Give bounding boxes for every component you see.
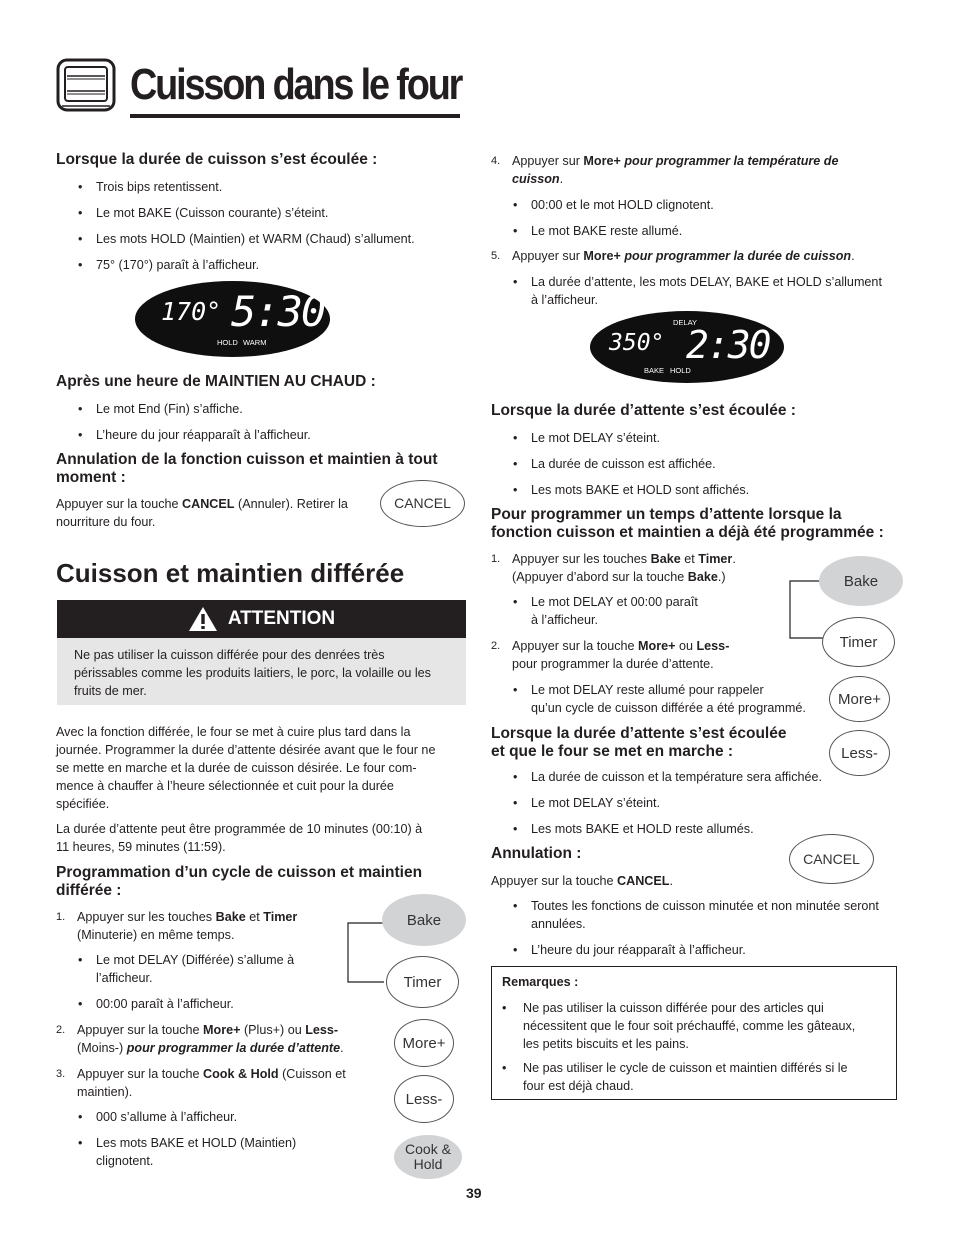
cancel-button[interactable]: CANCEL [380,480,465,527]
list-item: • Le mot DELAY reste allumé pour rappeler qu’un cycle de cuisson différée a été programmé. [513,681,806,717]
warning-icon [188,606,218,632]
display-indicator-bake: BAKE [644,366,665,375]
heading-line: Lorsque la durée d’attente s’est écoulée [491,725,787,742]
more-button[interactable]: More+ [394,1019,454,1067]
heading-line: différée : [56,882,122,899]
text-line: Appuyer sur les touches Bake et Timer [77,910,298,924]
text-line: (Minuterie) en même temps. [77,928,235,942]
heading-after-hold: Après une heure de MAINTIEN AU CHAUD : [56,373,376,390]
cancel-instructions: Appuyer sur la touche CANCEL. [491,874,673,888]
attention-box [57,600,466,705]
heading-program-wait [491,506,884,542]
list-item: • Les mots BAKE et HOLD reste allumés. [513,820,754,838]
heading-cook-time-elapsed: Lorsque la durée de cuisson s’est écoulée : [56,151,378,168]
text-line: se mette en marche et la durée de cuisson désirée. Le four com- [56,761,417,775]
list-item: • Le mot BAKE reste allumé. [513,222,682,240]
text-line: nourriture du four. [56,515,156,529]
timer-button[interactable]: Timer [386,956,459,1008]
text-line: Appuyer sur More+ pour programmer la température de [512,154,839,168]
cook-and-hold-button[interactable]: Cook & Hold [394,1135,462,1179]
bake-timer-connector [340,920,390,990]
list-item: • Toutes les fonctions de cuisson minutée et non minutée seront annulées. [513,897,879,933]
heading-line: et que le four se met en marche : [491,743,734,760]
section-title: Cuisson et maintien différée [56,558,405,588]
display-time: 5:30 [231,287,325,336]
heading-line: Annulation de la fonction cuisson et maintien à tout [56,451,438,468]
display-temperature: 350° [609,330,665,356]
text-line: Appuyer sur la touche More+ ou Less- [512,639,730,653]
text-line: cuisson. [512,172,564,186]
text-line: journée. Programmer la durée d’attente désirée avant que le four ne [56,743,436,757]
heading-cancel-anytime [56,451,437,487]
step-3: 3. Appuyer sur la touche Cook & Hold (Cuisson et maintien). [56,1067,346,1099]
display-indicator-delay: DELAY [673,318,698,327]
timer-button[interactable]: Timer [822,617,895,667]
attention-label: ATTENTION [227,608,336,629]
list-item: • Les mots BAKE et HOLD (Maintien) clignotent. [78,1134,296,1170]
heading-annulation: Annulation : [491,845,582,862]
list-item: • Les mots HOLD (Maintien) et WARM (Chaud) s’allument. [78,230,415,248]
list-item: • La durée de cuisson est affichée. [513,455,716,473]
text-line: Appuyer sur les touches Bake et Timer. [512,552,736,566]
list-item: • 00:00 et le mot HOLD clignotent. [513,196,714,214]
text-line: maintien). [77,1085,133,1099]
heading-line: moment : [56,469,126,486]
list-item: • Trois bips retentissent. [78,178,222,196]
text-line: Appuyer sur la touche Cook & Hold (Cuisson et [77,1067,346,1081]
text-line: (Moins-) pour programmer la durée d’attente. [77,1041,344,1055]
display-indicator-warm: WARM [243,338,267,347]
step-1: 1. Appuyer sur les touches Bake et Timer. (Appuyer d’abord sur la touche Bake.) [491,552,736,584]
step-5: 5. Appuyer sur More+ pour programmer la durée de cuisson. [491,249,855,263]
heading-line: Programmation d’un cycle de cuisson et maintien [56,864,423,881]
display-time: 2:30 [686,323,770,367]
cancel-instructions [56,495,348,531]
text-line: (Appuyer d’abord sur la touche Bake.) [512,570,726,584]
text-line: 11 heures, 59 minutes (11:59). [56,840,226,854]
step-2: 2. Appuyer sur la touche More+ (Plus+) ou Less- (Moins-) pour programmer la durée d’attente. [56,1023,344,1055]
list-item: • Le mot End (Fin) s’affiche. [78,400,243,418]
step-4: 4. Appuyer sur More+ pour programmer la température de cuisson. [491,154,839,186]
heading-line: fonction cuisson et maintien a déjà été programmée : [491,524,884,541]
list-item: • Le mot DELAY et 00:00 paraît à l’afficheur. [513,593,698,629]
bake-button[interactable]: Bake [819,556,903,606]
page-title: Cuisson dans le four [130,60,462,109]
list-item: • La durée de cuisson et la température sera affichée. [513,768,822,786]
less-button[interactable]: Less- [394,1075,454,1123]
list-item: • Ne pas utiliser la cuisson différée pour des articles qui nécessitent que le four soit préchauffé, comme les gâteaux, les petits biscuits et les pains. [502,1001,856,1051]
bake-button[interactable]: Bake [382,894,466,946]
remarks-box [491,966,897,1100]
intro-paragraph [56,723,435,813]
title-underline [130,114,460,118]
oven-icon [56,58,116,114]
text-line: Ne pas utiliser la cuisson différée pour des denrées très [74,648,385,662]
text-line: spécifiée. [56,797,110,811]
page-number: 39 [466,1185,482,1201]
display-temperature: 170° [161,297,222,326]
less-button[interactable]: Less- [829,730,890,776]
list-item: • L’heure du jour réapparaît à l’afficheur. [78,426,311,444]
oven-display-delay [590,311,784,383]
text-line: Appuyer sur la touche More+ (Plus+) ou Less- [77,1023,339,1037]
text-line: périssables comme les produits laitiers, le porc, la volaille ou les [74,666,431,680]
cancel-button[interactable]: CANCEL [789,834,874,884]
heading-delay-elapsed: Lorsque la durée d’attente s’est écoulée : [491,402,796,419]
list-item: • Le mot BAKE (Cuisson courante) s’éteint. [78,204,328,222]
heading-program-delay [56,864,422,900]
list-item: • 000 s’allume à l’afficheur. [78,1108,237,1126]
list-item: • Ne pas utiliser le cycle de cuisson et maintien différés si le four est déjà chaud. [502,1061,848,1093]
attention-header [57,600,466,638]
text-line: fruits de mer. [74,684,147,698]
step-2: 2. Appuyer sur la touche More+ ou Less- pour programmer la durée d’attente. [491,639,730,671]
heading-oven-starts [491,725,786,761]
display-indicator-hold: HOLD [670,366,691,375]
list-item: • Le mot DELAY s’éteint. [513,794,660,812]
list-item: • Le mot DELAY s’éteint. [513,429,660,447]
text-line: Appuyer sur la touche CANCEL (Annuler). Retirer la [56,497,348,511]
text-line: pour programmer la durée d’attente. [512,657,714,671]
list-item: • 00:00 paraît à l’afficheur. [78,995,234,1013]
heading-line: Pour programmer un temps d’attente lorsque la [491,506,842,523]
display-indicator-hold: HOLD [217,338,238,347]
step-1: 1. Appuyer sur les touches Bake et Timer (Minuterie) en même temps. [56,910,298,942]
more-button[interactable]: More+ [829,676,890,722]
text-line: La durée d’attente peut être programmée de 10 minutes (00:10) à [56,822,423,836]
remarks-title: Remarques : [502,975,579,989]
list-item: • Les mots BAKE et HOLD sont affichés. [513,481,749,499]
text-line: Appuyer sur More+ pour programmer la durée de cuisson. [512,249,855,263]
range-paragraph [56,820,422,856]
attention-text [57,638,466,700]
text-line: Avec la fonction différée, le four se met à cuire plus tard dans la [56,725,411,739]
list-item: • La durée d’attente, les mots DELAY, BAKE et HOLD s’allument à l’afficheur. [513,273,882,309]
oven-display-hold-warm [135,281,330,357]
list-item: • Le mot DELAY (Différée) s’allume à l’afficheur. [78,951,294,987]
text-line: mence à chauffer à l’heure sélectionnée et cuit pour la durée [56,779,394,793]
list-item: • L’heure du jour réapparaît à l’afficheur. [513,941,746,959]
list-item: • 75° (170°) paraît à l’afficheur. [78,256,259,274]
